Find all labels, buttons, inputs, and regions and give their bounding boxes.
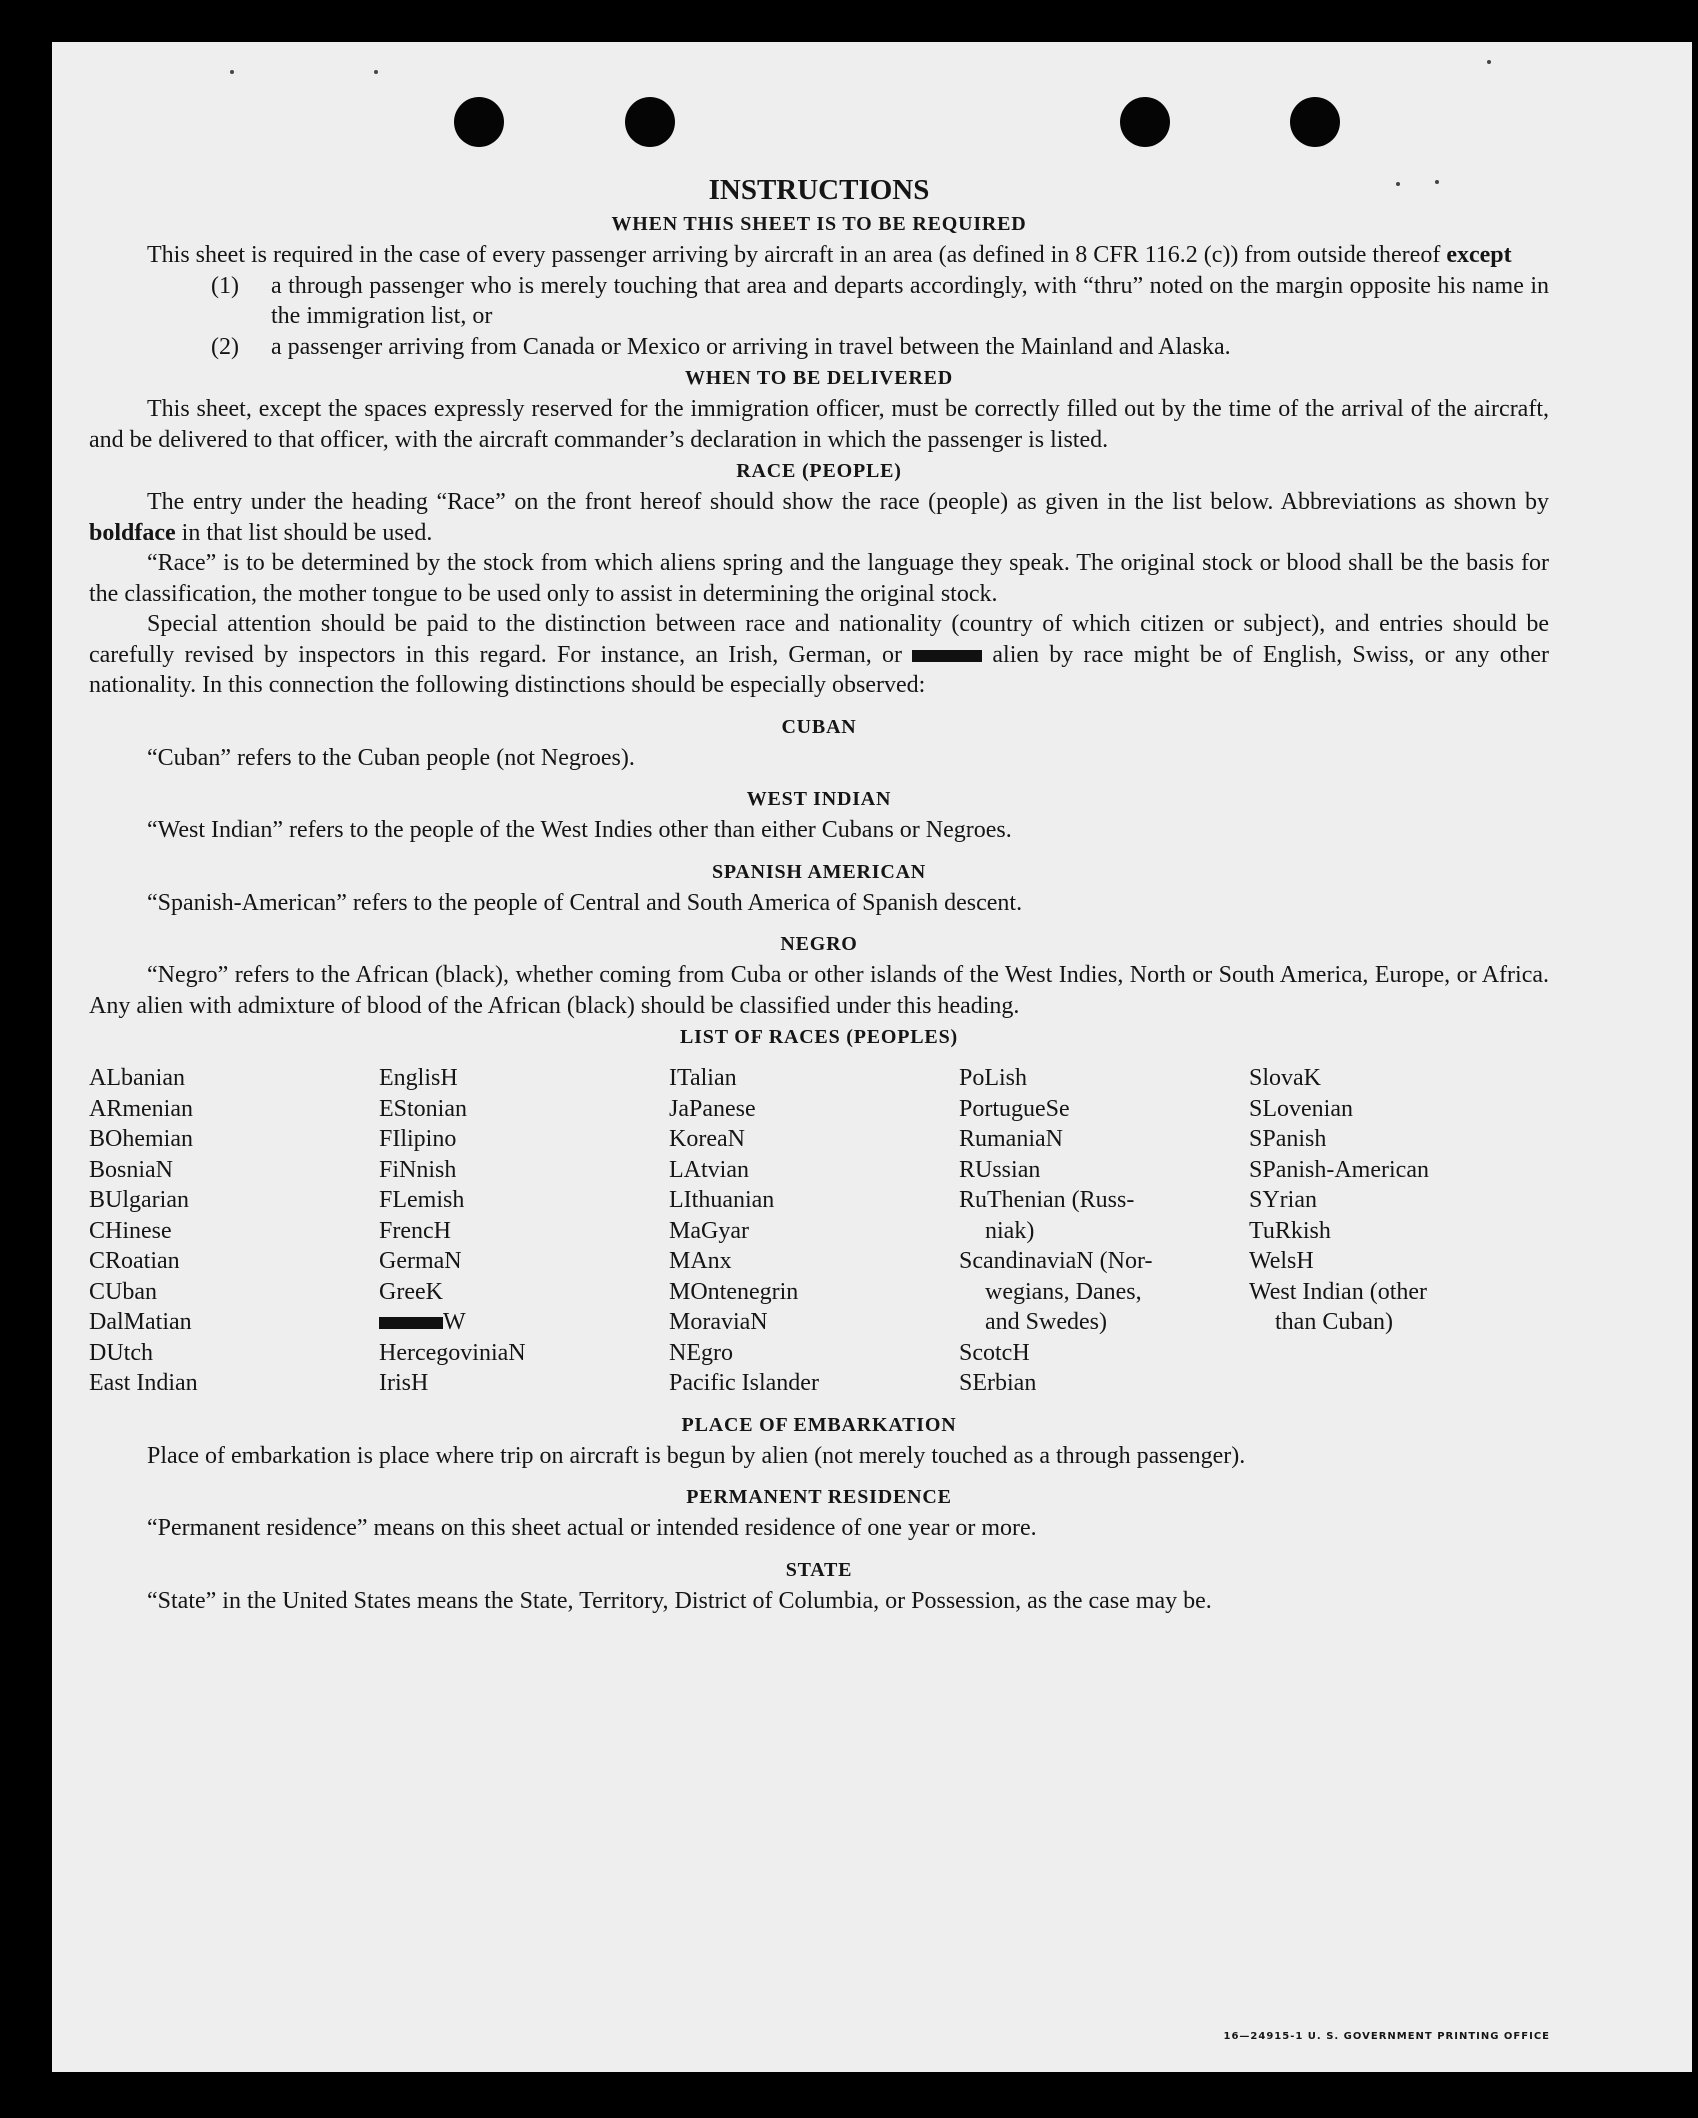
race-item: SYrian — [1249, 1187, 1317, 1213]
paragraph-negro: “Negro” refers to the African (black), whether coming from Cuba or other islands of the West Indies, North or South America, Europe, or Africa. Any alien with admixture of blood of the African (black) should be classified under this heading. — [89, 962, 1549, 1019]
race-item: JaPanese — [669, 1095, 756, 1122]
race-item: RUssian — [959, 1156, 1041, 1183]
race-item: LIthuanian — [669, 1187, 775, 1213]
races-column-3 — [669, 1063, 959, 1399]
race-item: SLovenian — [1249, 1095, 1353, 1122]
race-item-redacted: W — [379, 1307, 669, 1338]
paragraph-west-indian: “West Indian” refers to the people of the West Indies other than either Cubans or Negroes. — [147, 817, 1012, 843]
race-item: CRoatian — [89, 1248, 180, 1274]
paragraph-when-required: This sheet is required in the case of every passenger arriving by aircraft in an area (as defined in 8 CFR 116.2 (c)) from outside thereof except — [147, 242, 1512, 268]
heading-west-indian: WEST INDIAN — [746, 788, 892, 810]
race-item: MAnx — [669, 1248, 732, 1274]
race-item: SPanish-American — [1249, 1156, 1429, 1183]
race-item: ARmenian — [89, 1095, 193, 1122]
race-item: ALbanian — [89, 1065, 185, 1091]
race-item: BOhemian — [89, 1126, 193, 1152]
heading-when-delivered: WHEN TO BE DELIVERED — [684, 367, 954, 389]
heading-negro: NEGRO — [780, 933, 858, 955]
speck — [1487, 60, 1491, 64]
heading-permanent-residence: PERMANENT RESIDENCE — [686, 1486, 952, 1508]
race-item: IrisH — [379, 1370, 429, 1396]
race-item: MOntenegrin — [669, 1278, 799, 1305]
race-item: PoLish — [959, 1065, 1028, 1091]
race-item: SErbian — [959, 1370, 1037, 1396]
race-item: TuRkish — [1249, 1217, 1331, 1244]
speck — [230, 70, 234, 74]
race-item: CHinese — [89, 1217, 172, 1244]
race-item: DUtch — [89, 1339, 153, 1366]
page-title: INSTRUCTIONS — [708, 174, 930, 206]
paragraph-race-1: The entry under the heading “Race” on the front hereof should show the race (people) as given in the list below. Abbreviations as shown by boldface in that list should be used. — [89, 489, 1549, 546]
paragraph-race-3: Special attention should be paid to the distinction between race and nationality (country of which citizen or subject), and entries should be carefully revised by inspectors in this regard. For instance, an Irish, German, or alien by race might be of English, Swiss, or any other nationality. In this connection the following distinctions should be especially observed: — [89, 611, 1550, 698]
punch-hole — [1290, 97, 1340, 147]
redaction-mark — [379, 1317, 443, 1329]
race-item: GermaN — [379, 1248, 462, 1274]
race-item: WelsH — [1249, 1248, 1314, 1274]
race-item: MoraviaN — [669, 1309, 768, 1335]
paragraph-cuban: “Cuban” refers to the Cuban people (not Negroes). — [147, 744, 635, 771]
races-column-2 — [379, 1063, 669, 1399]
race-item: GreeK — [379, 1278, 443, 1305]
race-item: PortugueSe — [959, 1095, 1070, 1122]
punch-hole — [454, 97, 504, 147]
race-item: HercegoviniaN — [379, 1339, 526, 1366]
list-item-1: (1) a through passenger who is merely touching that area and departs accordingly, with “thru” noted on the margin opposite his name in the immigration list, or — [211, 272, 1549, 329]
race-item: ScotcH — [959, 1339, 1030, 1366]
race-item: RumaniaN — [959, 1126, 1063, 1152]
heading-place-of-embarkation: PLACE OF EMBARKATION — [681, 1413, 957, 1436]
heading-race: RACE (PEOPLE) — [736, 460, 902, 482]
race-item: FIlipino — [379, 1126, 457, 1152]
paragraph-spanish-american: “Spanish-American” refers to the people of Central and South America of Spanish descent. — [147, 889, 1023, 916]
list-item-2: (2) a passenger arriving from Canada or Mexico or arriving in travel between the Mainland and Alaska. — [211, 333, 1231, 360]
race-item: NEgro — [669, 1339, 733, 1366]
punch-hole — [625, 97, 675, 147]
heading-spanish-american: SPANISH AMERICAN — [711, 860, 927, 883]
races-column-4 — [959, 1063, 1249, 1399]
race-item: than Cuban) — [1275, 1309, 1393, 1335]
race-item: Pacific Islander — [669, 1370, 819, 1396]
race-item: East Indian — [89, 1370, 198, 1396]
paragraph-place-of-embarkation: Place of embarkation is place where trip on aircraft is begun by alien (not merely touched as a through passenger). — [147, 1442, 1246, 1469]
races-column-1 — [89, 1063, 379, 1399]
race-item: SlovaK — [1249, 1065, 1321, 1091]
race-item: EnglisH — [379, 1065, 458, 1091]
instructions-body — [89, 172, 1549, 1616]
race-item: BosniaN — [89, 1156, 173, 1183]
race-item: FiNnish — [379, 1156, 457, 1183]
race-item: KoreaN — [669, 1126, 745, 1152]
race-item: MaGyar — [669, 1217, 749, 1244]
race-item: SPanish — [1249, 1126, 1327, 1152]
race-item: DalMatian — [89, 1309, 192, 1335]
race-item: FrencH — [379, 1217, 451, 1244]
races-column-5 — [1249, 1063, 1539, 1399]
document-page — [52, 42, 1692, 2072]
race-item: CUban — [89, 1278, 157, 1305]
paragraph-when-delivered: This sheet, except the spaces expressly reserved for the immigration officer, must be correctly filled out by the time of the arrival of the aircraft, and be delivered to that officer, with the aircraft commander’s declaration in which the passenger is listed. — [89, 396, 1549, 453]
heading-cuban: CUBAN — [781, 715, 857, 738]
paragraph-race-2: “Race” is to be determined by the stock from which aliens spring and the language they speak. The original stock or blood shall be the basis for the classification, the mother tongue to be used only to assist in determining the original stock. — [89, 550, 1549, 607]
race-item: RuThenian (Russ- — [959, 1187, 1135, 1213]
heading-state: STATE — [785, 1558, 853, 1581]
paragraph-state: “State” in the United States means the State, Territory, District of Columbia, or Possession, as the case may be. — [147, 1587, 1212, 1614]
race-item: and Swedes) — [985, 1309, 1107, 1335]
heading-list-of-races: LIST OF RACES (PEOPLES) — [680, 1026, 958, 1048]
race-item: FLemish — [379, 1187, 465, 1213]
race-item: LAtvian — [669, 1156, 749, 1183]
punch-hole — [1120, 97, 1170, 147]
race-item: West Indian (other — [1249, 1278, 1428, 1305]
race-item: ITalian — [669, 1065, 737, 1091]
heading-when-required: WHEN THIS SHEET IS TO BE REQUIRED — [611, 213, 1027, 235]
race-item: niak) — [985, 1217, 1035, 1244]
paragraph-permanent-residence: “Permanent residence” means on this sheet actual or intended residence of one year or more. — [147, 1515, 1037, 1541]
race-item: EStonian — [379, 1095, 467, 1122]
race-item: wegians, Danes, — [985, 1278, 1142, 1305]
redaction-mark — [912, 650, 982, 662]
race-item: ScandinaviaN (Nor- — [959, 1248, 1153, 1274]
printing-office-code: 16—24915-1 U. S. GOVERNMENT PRINTING OFFICE — [1223, 2031, 1550, 2042]
speck — [374, 70, 378, 74]
races-list — [89, 1063, 1549, 1399]
race-item: BUlgarian — [89, 1187, 189, 1213]
